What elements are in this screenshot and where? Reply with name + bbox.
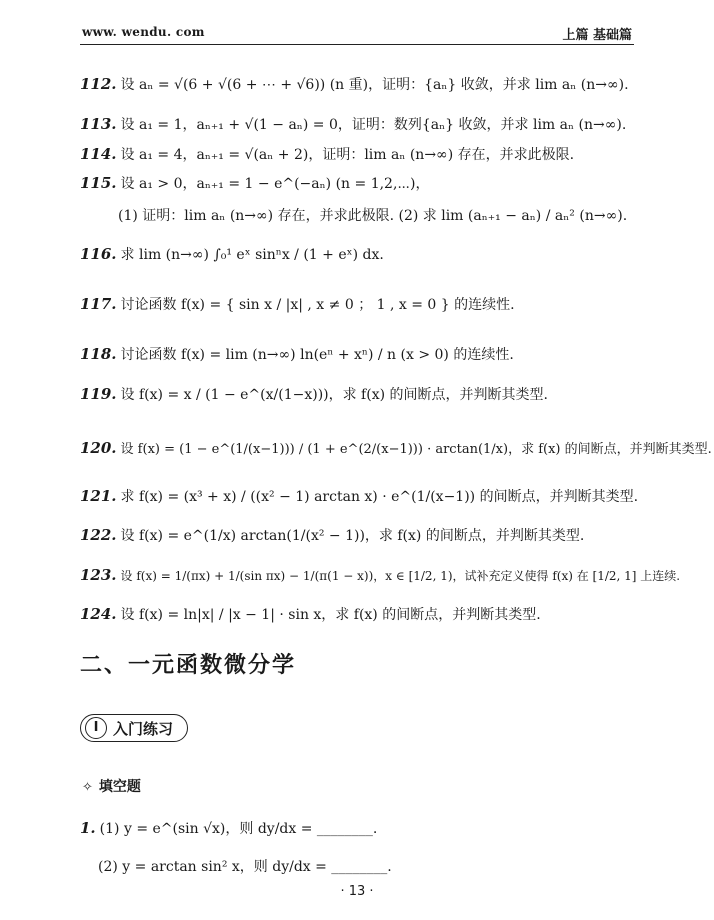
- problem-number: 119.: [80, 385, 117, 403]
- problem-text: 设 f(x) = 1/(πx) + 1/(sin πx) − 1/(π(1 − x))，x ∈ [1/2, 1)，试补充定义使得 f(x) 在 [1/2, 1] 上连续.: [120, 569, 681, 583]
- problem-122: [80, 525, 584, 545]
- problem-number: 114.: [80, 145, 117, 163]
- problem-number: 116.: [80, 245, 117, 263]
- problem-120: [80, 438, 712, 457]
- problem-text: 讨论函数 f(x) = lim (n→∞) ln(eⁿ + xⁿ) / n (x > 0) 的连续性.: [120, 347, 514, 363]
- diamond-icon: ✧: [82, 780, 93, 795]
- problem-number: 122.: [80, 526, 117, 544]
- problem-113: [80, 114, 626, 134]
- problem-number: 112.: [80, 75, 117, 93]
- problem-number: 113.: [80, 115, 117, 133]
- section-badge: [80, 714, 188, 742]
- problem-text: 设 a₁ = 4，aₙ₊₁ = √(aₙ + 2)，证明：lim aₙ (n→∞) 存在，并求此极限.: [120, 147, 575, 163]
- badge-number: I: [85, 717, 107, 739]
- exercise-1-part-1: [80, 818, 377, 838]
- problem-text: 设 f(x) = (1 − e^(1/(x−1))) / (1 + e^(2/(x−1))) · arctan(1/x)，求 f(x) 的间断点，并判断其类型.: [120, 442, 712, 457]
- exercise-number: 1.: [80, 819, 96, 837]
- problem-119: [80, 384, 548, 404]
- problem-121: [80, 486, 638, 506]
- problem-115-parts: (1) 证明：lim aₙ (n→∞) 存在，并求此极限. (2) 求 lim (aₙ₊₁ − aₙ) / aₙ² (n→∞).: [118, 208, 628, 224]
- problem-117: [80, 294, 515, 314]
- problem-text: 讨论函数 f(x) = { sin x / |x| , x ≠ 0 ； 1 , x = 0 } 的连续性.: [120, 297, 515, 313]
- header-site: www. wendu. com: [82, 25, 205, 39]
- problem-115: [80, 173, 429, 193]
- problem-number: 121.: [80, 487, 117, 505]
- problem-text: 设 a₁ = 1，aₙ₊₁ + √(1 − aₙ) = 0，证明：数列{aₙ} 收敛，并求 lim aₙ (n→∞).: [120, 117, 627, 133]
- problem-text: 设 f(x) = e^(1/x) arctan(1/(x² − 1))，求 f(x) 的间断点，并判断其类型.: [120, 528, 585, 544]
- subsection-label: 填空题: [98, 779, 141, 795]
- header-rule: [80, 44, 634, 45]
- page-number: · 13 ·: [340, 884, 374, 899]
- badge-label: 入门练习: [113, 719, 174, 738]
- chapter-title: 二、一元函数微分学: [80, 653, 297, 678]
- header-section: 上篇 基础篇: [562, 28, 632, 43]
- problem-text: 设 f(x) = x / (1 − e^(x/(1−x)))，求 f(x) 的间断点，并判断其类型.: [120, 387, 548, 403]
- problem-text: 求 f(x) = (x³ + x) / ((x² − 1) arctan x) · e^(1/(x−1)) 的间断点，并判断其类型.: [120, 489, 639, 505]
- problem-124: [80, 604, 541, 624]
- problem-112: [80, 74, 629, 94]
- exercise-text: (1) y = e^(sin √x)，则 dy/dx = ________.: [99, 821, 378, 837]
- problem-116: [80, 244, 384, 264]
- exercise-1-part-2: (2) y = arctan sin² x，则 dy/dx = ________.: [98, 859, 392, 875]
- problem-number: 120.: [80, 439, 117, 457]
- problem-114: [80, 144, 574, 164]
- problem-number: 118.: [80, 345, 117, 363]
- badge-box: [80, 714, 188, 742]
- problem-number: 123.: [80, 566, 117, 584]
- problem-text: 设 f(x) = ln|x| / |x − 1| · sin x，求 f(x) 的间断点，并判断其类型.: [120, 607, 541, 623]
- problem-text: 设 aₙ = √(6 + √(6 + ⋯ + √6)) (n 重)，证明：{aₙ} 收敛，并求 lim aₙ (n→∞).: [120, 77, 629, 93]
- problem-text: 设 a₁ > 0，aₙ₊₁ = 1 − e^(−aₙ) (n = 1,2,⋯)，: [120, 176, 430, 192]
- problem-number: 115.: [80, 174, 117, 192]
- subsection-heading: [82, 776, 141, 796]
- problem-123: [80, 566, 680, 584]
- problem-number: 117.: [80, 295, 117, 313]
- problem-number: 124.: [80, 605, 117, 623]
- problem-text: 求 lim (n→∞) ∫₀¹ eˣ sinⁿx / (1 + eˣ) dx.: [120, 247, 384, 263]
- problem-118: [80, 344, 514, 364]
